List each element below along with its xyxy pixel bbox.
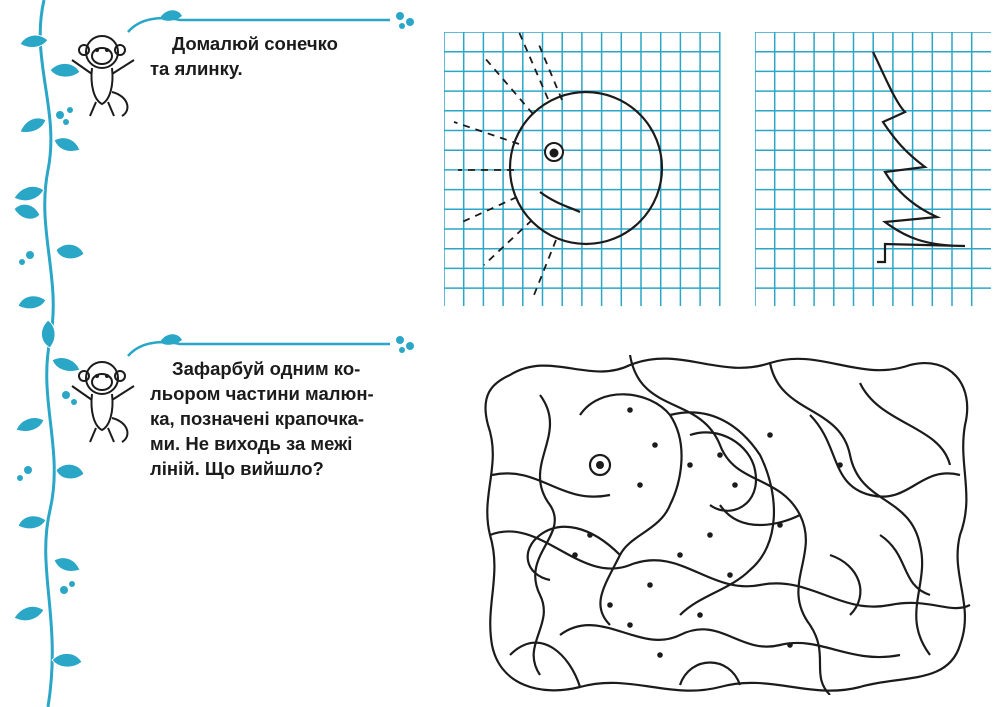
monkey-icon: [62, 356, 142, 446]
dot-marker: [607, 602, 613, 608]
fir-tree-grid-icon: [755, 32, 993, 308]
dot-marker: [787, 642, 793, 648]
task2-line-5: ліній. Що вийшло?: [150, 458, 324, 479]
task1-line-1: Домалюй сонечко: [172, 33, 338, 54]
dot-marker: [697, 612, 703, 618]
dot-marker: [777, 522, 783, 528]
dot-marker: [652, 442, 658, 448]
dot-marker: [767, 432, 773, 438]
task2-line-2: льором частини малюн-: [150, 383, 374, 404]
task2-line-4: ми. Не виходь за межі: [150, 433, 353, 454]
monkey-icon: [62, 30, 142, 120]
dot-marker: [647, 582, 653, 588]
hidden-elephant-puzzle-icon: [480, 355, 980, 695]
task2-line-1: Зафарбуй одним ко-: [172, 358, 361, 379]
dot-marker: [687, 462, 693, 468]
dot-marker: [587, 532, 593, 538]
dot-marker: [707, 532, 713, 538]
dot-marker: [837, 462, 843, 468]
task2-instruction: [150, 356, 374, 481]
dot-marker: [572, 552, 578, 558]
dot-marker: [677, 552, 683, 558]
dot-marker: [727, 572, 733, 578]
dot-marker: [657, 652, 663, 658]
task2-line-3: ка, позначені крапочка-: [150, 408, 365, 429]
dot-marker: [637, 482, 643, 488]
dot-marker: [717, 452, 723, 458]
dot-marker: [732, 482, 738, 488]
dot-marker: [627, 622, 633, 628]
task1-line-2: та ялинку.: [150, 58, 243, 79]
sun-grid-icon: [444, 32, 722, 308]
task1-instruction: [150, 31, 338, 81]
dot-marker: [627, 407, 633, 413]
